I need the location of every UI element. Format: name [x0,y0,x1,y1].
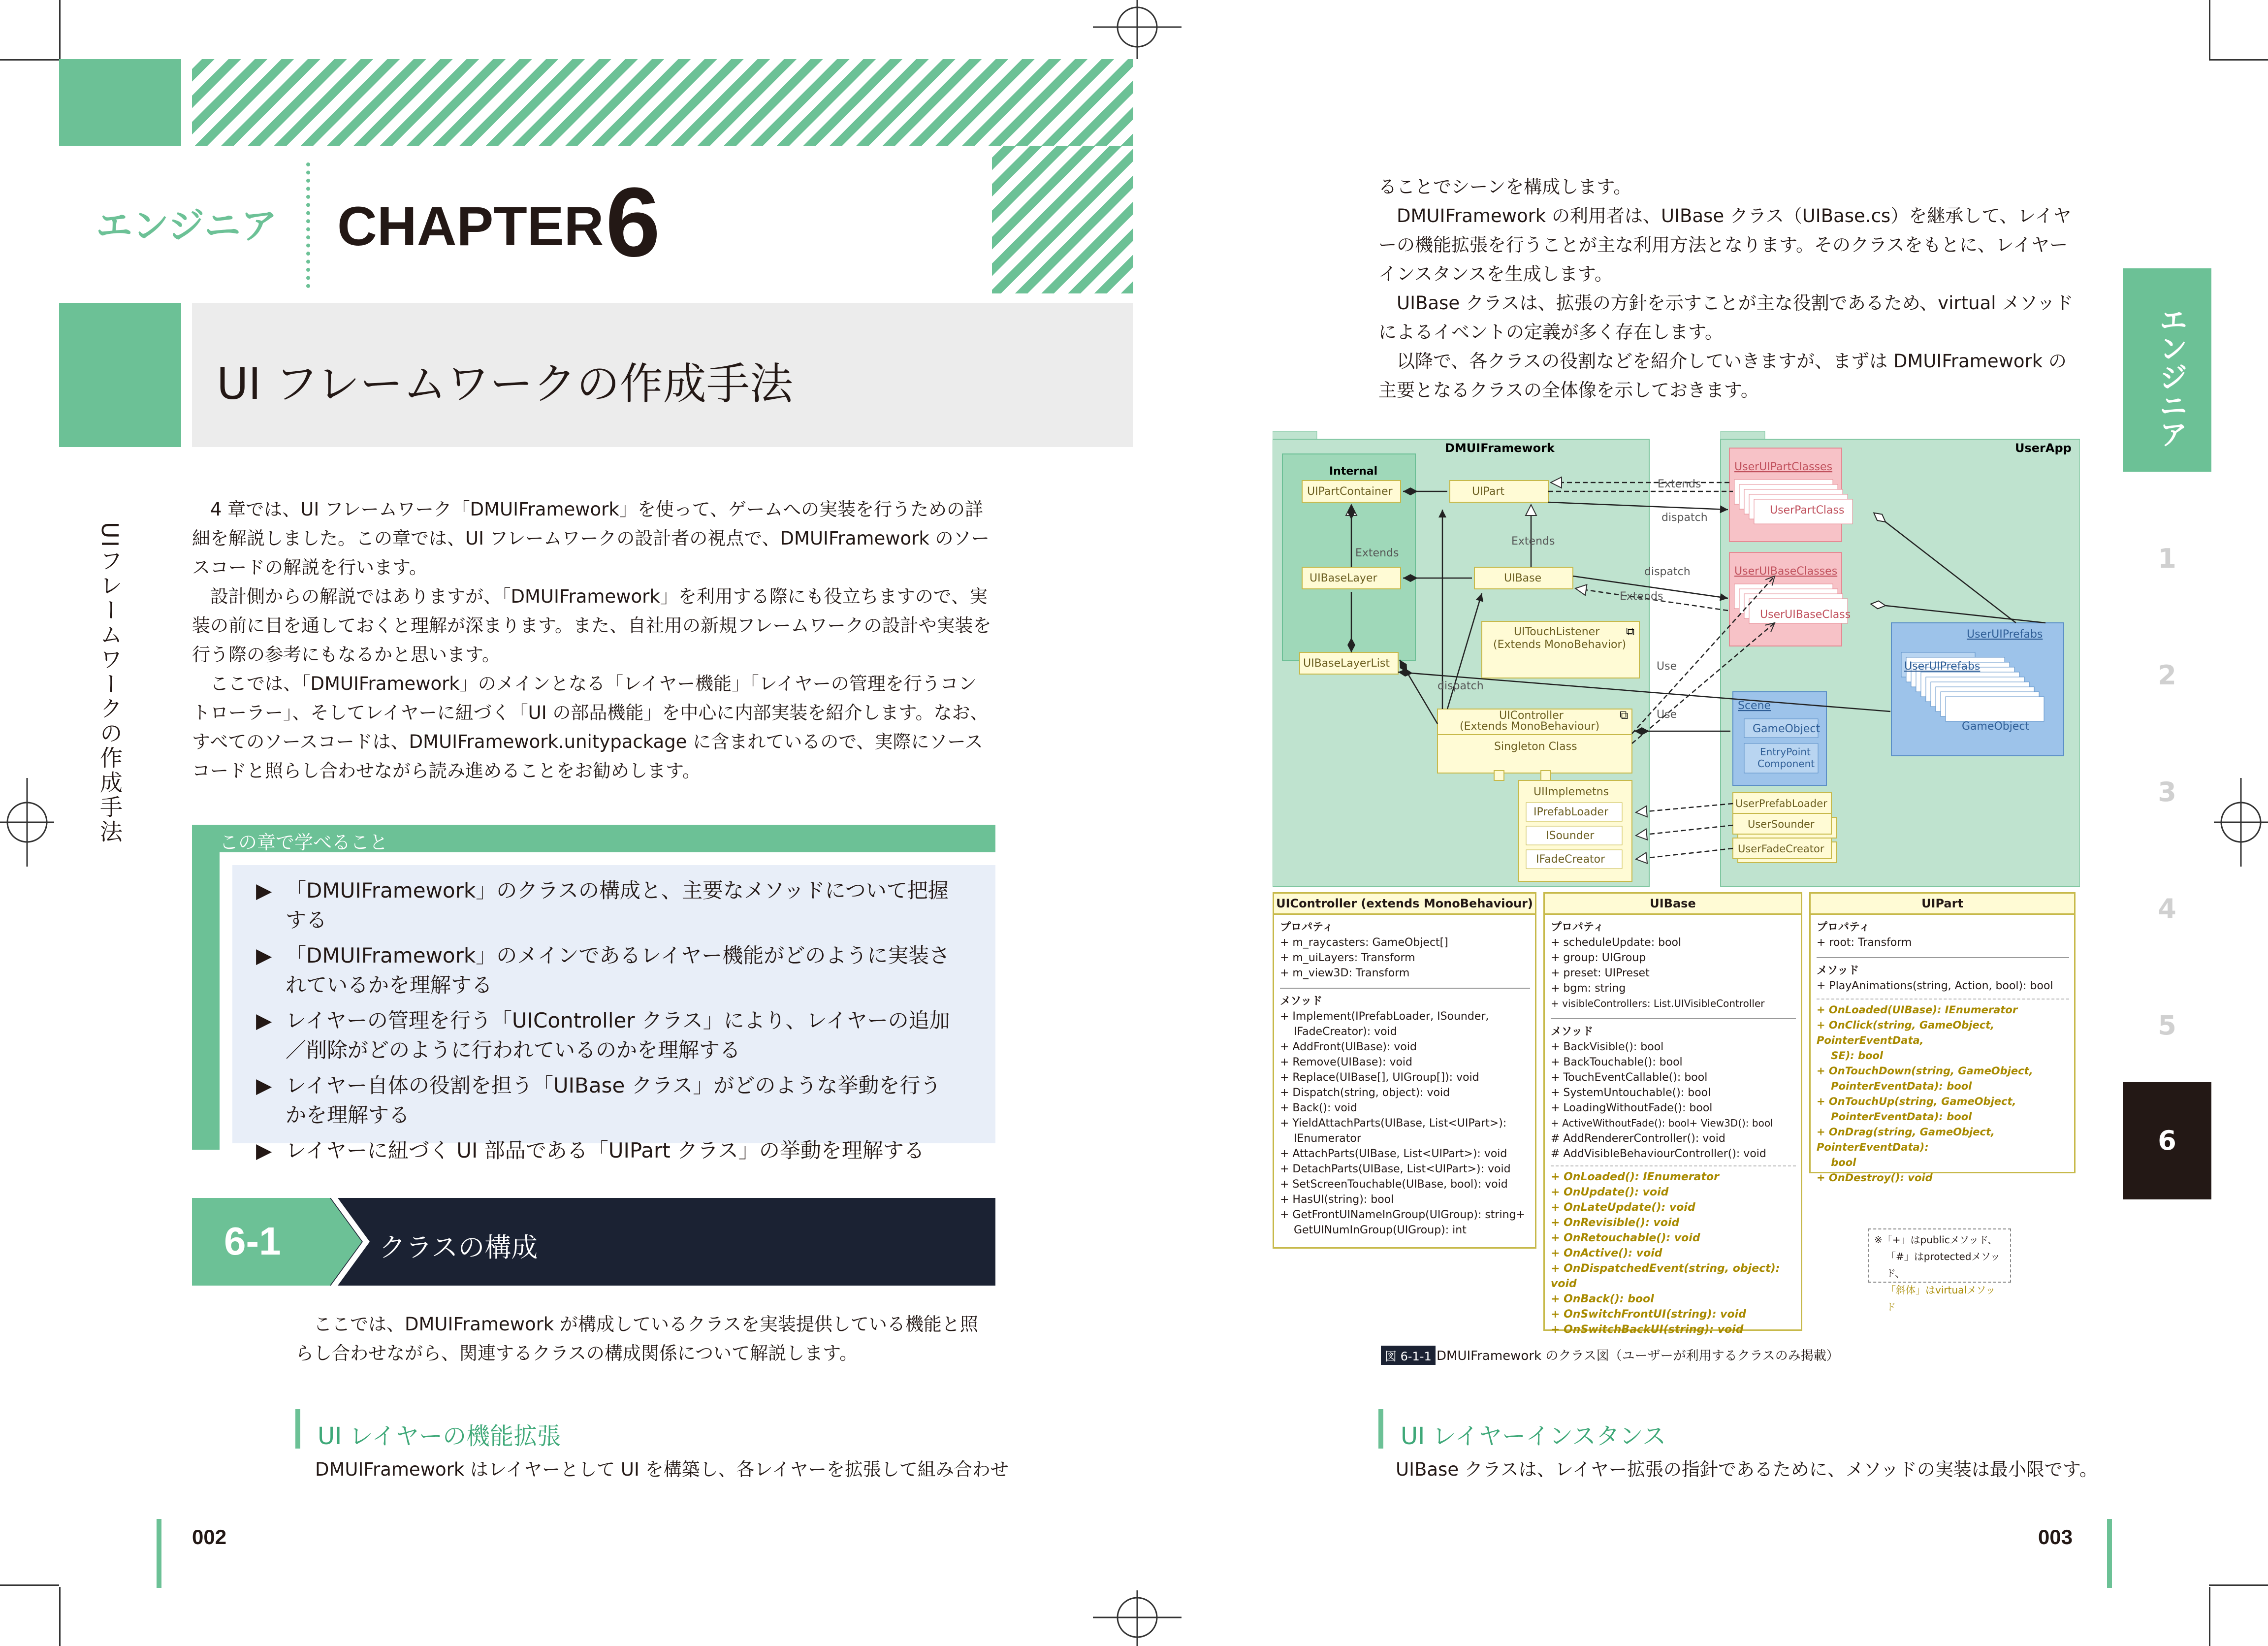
virtual-method-line: + OnRetouchable(): void [1551,1232,1700,1244]
triangle-bullet-icon: ▶ [256,1138,272,1162]
triangle-bullet-icon: ▶ [256,1073,272,1097]
class-diagram [1273,428,2080,891]
extends-label: Extends [1511,535,1555,548]
method-line: + ActiveWithoutFade(): bool+ View3D(): bool [1551,1117,1773,1129]
virtual-method-line: + OnDrag(string, GameObject, PointerEventData): [1817,1126,1995,1153]
singleton-label: Singleton Class [1494,741,1577,753]
method-line: + GetFrontUINameInGroup(UIGroup): string+ [1280,1209,1525,1221]
virtual-method-line: + OnLoaded(): IEnumerator [1551,1171,1719,1183]
legend-line: 「斜体」はvirtualメソッド [1886,1284,1996,1313]
sub-right-bar [1378,1409,1383,1449]
page-number-bar-left [157,1519,161,1588]
uibaselayer-label: UIBaseLayer [1310,572,1377,584]
right-paragraph: 以降で、各クラスの役割などを紹介していきますが、まずは DMUIFramework の主要となるクラスの全体像を示しておきます。 [1378,351,2067,401]
prop-line: + group: UIGroup [1551,952,1646,964]
user-base-class-label: UserUIBaseClass [1760,609,1851,621]
sub-left-bar [295,1409,300,1449]
figure-caption: DMUIFramework のクラス図（ユーザーが利用するクラスのみ掲載） [1437,1349,1839,1363]
method-line: + SystemUntouchable(): bool [1551,1087,1711,1099]
method-line: + BackVisible(): bool [1551,1041,1664,1053]
prop-line: + m_uiLayers: Transform [1280,952,1415,964]
uicontroller-sub: (Extends MonoBehaviour) [1460,720,1600,733]
isounder-label: ISounder [1546,830,1595,842]
class-title: UIPart [1811,894,2074,915]
chapter-word: CHAPTER [337,195,604,257]
method-line: + YieldAttachParts(UIBase, List<UIPart>): [1280,1117,1507,1130]
tab-number-3: 3 [2158,776,2176,807]
class-table-uipart [1809,892,2076,1184]
legend-line: ※「+」はpublicメソッド、 [1874,1234,1998,1246]
prop-line: + visibleControllers: List.UIVisibleController [1551,998,1765,1009]
sub-right-heading: UI レイヤーインスタンス [1401,1422,1666,1450]
virtual-method-line: + OnRevisible(): void [1551,1217,1680,1229]
method-line: + TouchEventCallable(): bool [1551,1071,1708,1084]
tab-number-6: 6 [2158,1125,2176,1156]
sub-left-text: DMUIFramework はレイヤーとして UI を構築し、各レイヤーを拡張して組み合わせ [315,1459,1009,1480]
use-label: Use [1657,660,1677,673]
ifadecreator-label: IFadeCreator [1536,853,1605,866]
sub-left-heading: UI レイヤーの機能拡張 [318,1422,561,1450]
page-number-bar-right [2107,1519,2112,1588]
user-package-label: UserApp [2015,441,2072,455]
extends-label: Extends [1658,478,1701,490]
uiimplements-label: UIImplemetns [1533,786,1609,798]
method-heading: メソッド [1551,1026,1594,1038]
learn-item: ▶ レイヤーの管理を行う「UIController クラス」により、レイヤーの追加／削除がどのように行われているのかを理解する [256,1006,955,1065]
sub-right-text: UIBase クラスは、レイヤー拡張の指針であるために、メソッドの実装は最小限です。 [1396,1459,2098,1480]
entrypoint-label: EntryPoint [1760,746,1811,758]
triangle-bullet-icon: ▶ [256,943,272,968]
iprefabloader-label: IPrefabLoader [1533,806,1609,818]
method-line: + AddFront(UIBase): void [1280,1041,1417,1053]
virtual-method-line: + OnDestroy(): void [1817,1172,1933,1184]
method-line: GetUINumInGroup(UIGroup): int [1280,1224,1467,1236]
prop-line: + scheduleUpdate: bool [1551,936,1682,949]
title-green-block [59,303,181,447]
virtual-method-line: PointerEventData): bool [1817,1111,1972,1123]
class-title: UIController (extends MonoBehaviour) [1274,894,1535,915]
userfadecreator-label: UserFadeCreator [1738,843,1824,855]
tab-number-5: 5 [2158,1010,2176,1041]
tab-number-1: 1 [2158,543,2176,574]
virtual-method-line: + OnLoaded(UIBase): IEnumerator [1817,1004,2018,1016]
learn-body [232,865,995,1162]
method-line: + SetScreenTouchable(UIBase, bool): void [1280,1178,1508,1191]
framework-package-label: DMUIFramework [1445,441,1555,455]
header-stripes [192,59,1133,146]
triangle-bullet-icon: ▶ [256,878,272,903]
virtual-method-line: + OnActive(): void [1551,1247,1662,1259]
virtual-method-line: + OnLateUpdate(): void [1551,1201,1695,1214]
intro-text [192,495,994,785]
right-body [1378,172,2077,405]
learn-item: ▶ レイヤーに紐づく UI 部品である「UIPart クラス」の挙動を理解する [256,1136,955,1165]
learn-box [192,825,995,1162]
prop-line: + m_raycasters: GameObject[] [1280,936,1448,949]
chapter-divider [306,162,310,288]
uitouchlistener-label: UITouchListener [1514,626,1600,638]
entrypoint-sub: Component [1757,758,1815,770]
virtual-method-line: + OnTouchDown(string, GameObject, [1817,1065,2033,1077]
intro-paragraph: 4 章では、UI フレームワーク「DMUIFramework」を使って、ゲームへの実装を行うための詳細を解説しました。この章では、UI フレームワークの設計者の視点で、DMUIFramework のソースコードの解説を行います。 [192,499,990,578]
method-line: + Back(): void [1280,1102,1357,1114]
prop-line: + m_view3D: Transform [1280,967,1410,979]
uitouchlistener-sub: (Extends MonoBehavior) [1493,639,1627,651]
virtual-method-line: + OnDispatchedEvent(string, object): void [1551,1262,1780,1290]
method-heading: メソッド [1280,995,1323,1007]
virtual-method-line: + OnBack(): bool [1551,1293,1654,1305]
method-line: IEnumerator [1280,1132,1361,1145]
legend-line: 「#」はprotectedメソッド、 [1886,1251,2000,1279]
virtual-method-line: + OnUpdate(): void [1551,1186,1669,1198]
class-title: UIBase [1545,894,1801,915]
uipartcontainer-label: UIPartContainer [1307,485,1393,498]
method-line: + HasUI(string): bool [1280,1194,1394,1206]
internal-package-label: Internal [1329,465,1378,478]
dispatch-label: dispatch [1644,566,1691,578]
extends-label: Extends [1620,590,1663,603]
method-heading: メソッド [1817,965,1859,977]
virtual-method-line: PointerEventData): bool [1817,1080,1972,1092]
method-line: + PlayAnimations(string, Action, bool): bool [1817,980,2053,992]
tab-number-2: 2 [2158,660,2176,691]
learn-heading: この章で学べること [220,832,388,853]
figure-badge: 図 6-1-1 [1381,1346,1436,1365]
right-paragraph: UIBase クラスは、拡張の方針を示すことが主な役割であるため、virtual メソッドによるイベントの定義が多く存在します。 [1378,292,2074,343]
user-part-class-label: UserPartClass [1770,504,1845,516]
section-header-bg [192,1198,995,1286]
user-prefabs [1891,623,2064,756]
gameobject-label-a: GameObject [1962,720,2030,733]
side-tab-label: エンジニア [2154,305,2188,448]
usersounder-label: UserSounder [1748,818,1815,830]
intro-paragraph: ここでは、「DMUIFramework」のメインとなる「レイヤー機能」「レイヤーの管理を行うコントローラー」、そしてレイヤーに紐づく「UI の部品機能」を中心に内部実装を紹介します。なお、すべてのソースコードは、DMUIFramework.unitypackage に含まれているので、実際にソースコードと照らし合わせながら読み進めることをお勧めします。 [192,673,989,781]
component-icon: ⧉ [1620,708,1629,722]
user-prefabs-label-b: UserUIPrefabs [1904,660,1981,673]
method-line: + BackTouchable(): bool [1551,1056,1683,1068]
header-green-block [59,59,181,146]
prop-heading: プロパティ [1551,921,1604,934]
right-paragraph: ることでシーンを構成します。 [1378,176,1632,197]
learn-left-bar [192,825,220,1150]
section-number: 6-1 [224,1219,281,1263]
learn-item: ▶ 「DMUIFramework」のメインであるレイヤー機能がどのように実装されているかを理解する [256,941,955,1000]
prop-line: + preset: UIPreset [1551,967,1650,979]
uipart-label: UIPart [1472,485,1505,498]
method-line: + LoadingWithoutFade(): bool [1551,1102,1713,1114]
uibase-label: UIBase [1504,572,1542,584]
triangle-bullet-icon: ▶ [256,1008,272,1033]
virtual-method-line: + OnTouchUp(string, GameObject, [1817,1096,2016,1107]
use-label: Use [1657,709,1677,721]
method-line: + Dispatch(string, object): void [1280,1087,1450,1099]
right-paragraph: DMUIFramework の利用者は、UIBase クラス（UIBase.cs）を継承して、レイヤーの機能拡張を行うことが主な利用方法となります。そのクラスをもとに、レイヤーインスタンスを生成します。 [1378,205,2072,285]
learn-item: ▶ 「DMUIFramework」のクラスの構成と、主要なメソッドについて把握する [256,876,955,935]
dispatch-label: dispatch [1437,680,1484,692]
header-stripes-right [992,146,1133,293]
class-table-uicontroller [1273,892,1536,1249]
page-title: UI フレームワークの作成手法 [217,358,793,409]
virtual-method-line: bool [1817,1157,1856,1168]
method-line: # AddRendererController(): void [1551,1132,1725,1145]
uibaselayerlist-label: UIBaseLayerList [1303,657,1390,670]
extends-label: Extends [1355,547,1399,559]
user-base-classes-label: UserUIBaseClasses [1734,565,1838,578]
intro-paragraph: 設計側からの解説ではありますが、「DMUIFramework」を利用する際にも役立ちますので、実装の前に目を通しておくと理解が深まります。また、自社用の新規フレームワークの設計や実装を行う際の参考にもなるかと思います。 [192,586,991,665]
user-part-classes-label: UserUIPartClasses [1734,461,1833,473]
component-icon: ⧉ [1626,624,1635,638]
method-line: + Implement(IPrefabLoader, ISounder, [1280,1010,1489,1023]
class-table-uibase [1543,892,1802,1336]
page-number-right: 003 [2038,1525,2073,1549]
userprefabloader-label: UserPrefabLoader [1735,798,1827,809]
prop-line: + root: Transform [1817,936,1912,949]
gameobject-label-b: GameObject [1753,723,1821,735]
dispatch-label: dispatch [1661,512,1708,524]
user-prefabs-label-a: UserUIPrefabs [1967,628,2043,641]
method-line: + Remove(UIBase): void [1280,1056,1412,1068]
prop-line: + bgm: string [1551,982,1626,995]
method-line: + AttachParts(UIBase, List<UIPart>): void [1280,1148,1507,1160]
page-number-left: 002 [192,1525,227,1549]
virtual-method-line: + OnSwitchFrontUI(string): void [1551,1308,1746,1321]
section-text: ここでは、DMUIFramework が構成しているクラスを実装提供している機能と照らし合わせながら、関連するクラスの構成関係について解説します。 [295,1314,978,1364]
prop-heading: プロパティ [1280,921,1334,934]
virtual-method-line: + OnSwitchBackUI(string): void [1551,1323,1744,1336]
legend-box [1868,1228,2011,1313]
prop-heading: プロパティ [1817,921,1870,934]
side-title: UIフレームワークの作成手法 [96,522,123,845]
section-header [192,1198,995,1286]
virtual-method-line: + OnClick(string, GameObject, PointerEventData, [1817,1019,1995,1046]
method-line: + DetachParts(UIBase, List<UIPart>): void [1280,1163,1511,1175]
chapter-number: 6 [606,167,661,277]
method-line: IFadeCreator): void [1280,1026,1397,1038]
scene-label: Scene [1738,700,1771,712]
tab-number-4: 4 [2158,893,2176,924]
method-line: + Replace(UIBase[], UIGroup[]): void [1280,1071,1479,1084]
uicontroller-label: UIController [1499,710,1564,722]
learn-item: ▶ レイヤー自体の役割を担う「UIBase クラス」がどのような挙動を行うかを理解する [256,1071,955,1130]
chapter-category: エンジニア [96,205,278,247]
section-title: クラスの構成 [379,1232,538,1263]
virtual-method-line: SE): bool [1817,1050,1884,1062]
method-line: # AddVisibleBehaviourController(): void [1551,1148,1766,1160]
